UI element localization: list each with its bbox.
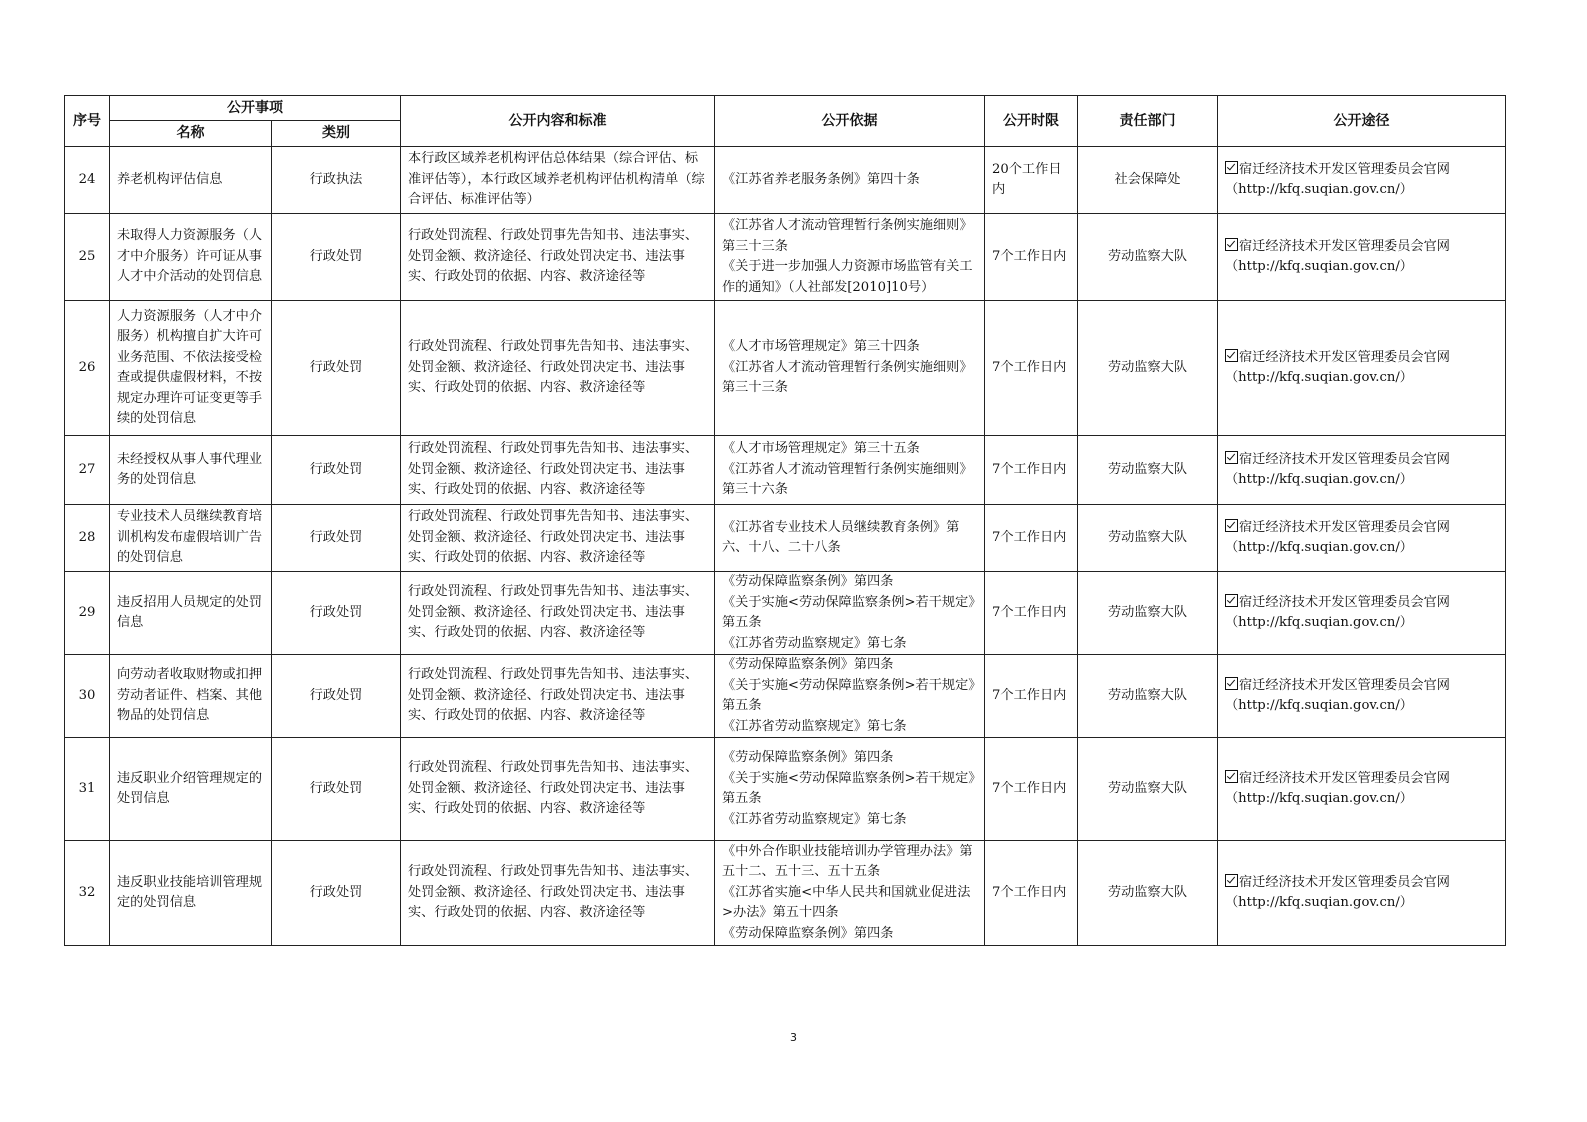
row-seq: 28 — [65, 505, 110, 572]
header-content: 公开内容和标准 — [401, 96, 715, 147]
row-seq: 32 — [65, 841, 110, 946]
channel-url[interactable]: （http://kfq.suqian.gov.cn/） — [1225, 615, 1413, 630]
basis-line: 《江苏省实施<中华人民共和国就业促进法>办法》第五十四条 — [722, 884, 971, 921]
channel-name: 宿迁经济技术开发区管理委员会官网 — [1239, 238, 1450, 254]
checkbox-checked-icon — [1225, 349, 1238, 362]
row-content: 行政处罚流程、行政处罚事先告知书、违法事实、处罚金额、救济途径、行政处罚决定书、违法事实、行政处罚的依据、内容、救济途径等 — [401, 841, 715, 946]
row-time-limit: 7个工作日内 — [985, 572, 1078, 655]
basis-line: 《中外合作职业技能培训办学管理办法》第五十二、五十三、五十五条 — [722, 843, 973, 880]
basis-line: 《人才市场管理规定》第三十四条 — [722, 339, 920, 355]
channel-url[interactable]: （http://kfq.suqian.gov.cn/） — [1225, 259, 1413, 274]
row-name: 违反职业介绍管理规定的处罚信息 — [110, 738, 272, 841]
basis-line: 《江苏省人才流动管理暂行条例实施细则》第三十三条 — [722, 359, 973, 396]
table-row — [65, 301, 1506, 436]
row-department: 劳动监察大队 — [1078, 301, 1218, 436]
row-name: 未经授权从事人事代理业务的处罚信息 — [110, 436, 272, 505]
channel-url[interactable]: （http://kfq.suqian.gov.cn/） — [1225, 472, 1413, 487]
row-content: 行政处罚流程、行政处罚事先告知书、违法事实、处罚金额、救济途径、行政处罚决定书、违法事实、行政处罚的依据、内容、救济途径等 — [401, 572, 715, 655]
row-channel — [1218, 147, 1506, 214]
row-name: 向劳动者收取财物或扣押劳动者证件、档案、其他物品的处罚信息 — [110, 655, 272, 738]
basis-line: 《劳动保障监察条例》第四条 — [722, 657, 894, 672]
basis-line: 《江苏省专业技术人员继续教育条例》第六、十八、二十八条 — [722, 519, 960, 555]
header-basis: 公开依据 — [715, 96, 985, 147]
row-basis — [715, 655, 985, 738]
channel-line — [1225, 450, 1498, 471]
basis-line: 《关于进一步加强人力资源市场监管有关工作的通知》（人社部发[2010]10号） — [722, 259, 973, 295]
row-content: 行政处罚流程、行政处罚事先告知书、违法事实、处罚金额、救济途径、行政处罚决定书、违法事实、行政处罚的依据、内容、救济途径等 — [401, 505, 715, 572]
basis-line: 《关于实施<劳动保障监察条例>若干规定》第五条 — [722, 594, 975, 630]
row-category: 行政处罚 — [272, 505, 401, 572]
row-category: 行政处罚 — [272, 738, 401, 841]
channel-line — [1225, 873, 1498, 894]
table-row — [65, 436, 1506, 505]
page-number: 3 — [790, 1031, 797, 1044]
row-basis — [715, 214, 985, 301]
row-time-limit: 7个工作日内 — [985, 436, 1078, 505]
row-time-limit: 20个工作日内 — [985, 147, 1078, 214]
row-basis — [715, 301, 985, 436]
channel-url[interactable]: （http://kfq.suqian.gov.cn/） — [1225, 895, 1413, 910]
row-channel — [1218, 572, 1506, 655]
row-basis — [715, 572, 985, 655]
row-seq: 29 — [65, 572, 110, 655]
row-category: 行政处罚 — [272, 214, 401, 301]
channel-line — [1225, 593, 1498, 614]
row-department: 劳动监察大队 — [1078, 841, 1218, 946]
table-row — [65, 572, 1506, 655]
row-time-limit: 7个工作日内 — [985, 841, 1078, 946]
header-name: 名称 — [110, 121, 272, 147]
row-category: 行政处罚 — [272, 572, 401, 655]
channel-url[interactable]: （http://kfq.suqian.gov.cn/） — [1225, 540, 1413, 555]
row-basis — [715, 505, 985, 572]
row-time-limit: 7个工作日内 — [985, 655, 1078, 738]
channel-name: 宿迁经济技术开发区管理委员会官网 — [1239, 451, 1450, 467]
basis-line: 《江苏省劳动监察规定》第七条 — [722, 635, 907, 651]
row-department: 劳动监察大队 — [1078, 655, 1218, 738]
row-name: 人力资源服务（人才中介服务）机构擅自扩大许可业务范围、不依法接受检查或提供虚假材料，不按规定办理许可证变更等手续的处罚信息 — [110, 301, 272, 436]
table-header — [65, 96, 1506, 147]
row-category: 行政执法 — [272, 147, 401, 214]
row-channel — [1218, 505, 1506, 572]
row-seq: 31 — [65, 738, 110, 841]
checkbox-checked-icon — [1225, 451, 1238, 464]
row-content: 本行政区域养老机构评估总体结果（综合评估、标准评估等），本行政区域养老机构评估机构清单（综合评估、标准评估等） — [401, 147, 715, 214]
row-time-limit: 7个工作日内 — [985, 738, 1078, 841]
row-category: 行政处罚 — [272, 301, 401, 436]
basis-line: 《江苏省养老服务条例》第四十条 — [722, 171, 920, 187]
channel-line — [1225, 518, 1498, 539]
channel-name: 宿迁经济技术开发区管理委员会官网 — [1239, 770, 1450, 786]
checkbox-checked-icon — [1225, 770, 1238, 783]
row-name: 违反职业技能培训管理规定的处罚信息 — [110, 841, 272, 946]
row-seq: 24 — [65, 147, 110, 214]
checkbox-checked-icon — [1225, 161, 1238, 174]
row-category: 行政处罚 — [272, 841, 401, 946]
channel-name: 宿迁经济技术开发区管理委员会官网 — [1239, 161, 1450, 177]
row-name: 未取得人力资源服务（人才中介服务）许可证从事人才中介活动的处罚信息 — [110, 214, 272, 301]
channel-name: 宿迁经济技术开发区管理委员会官网 — [1239, 677, 1450, 693]
row-seq: 25 — [65, 214, 110, 301]
row-channel — [1218, 841, 1506, 946]
basis-line: 《江苏省人才流动管理暂行条例实施细则》第三十六条 — [722, 461, 973, 498]
row-content: 行政处罚流程、行政处罚事先告知书、违法事实、处罚金额、救济途径、行政处罚决定书、违法事实、行政处罚的依据、内容、救济途径等 — [401, 436, 715, 505]
table-row — [65, 841, 1506, 946]
channel-line — [1225, 676, 1498, 697]
row-content: 行政处罚流程、行政处罚事先告知书、违法事实、处罚金额、救济途径、行政处罚决定书、违法事实、行政处罚的依据、内容、救济途径等 — [401, 214, 715, 301]
channel-url[interactable]: （http://kfq.suqian.gov.cn/） — [1225, 370, 1413, 385]
row-channel — [1218, 301, 1506, 436]
basis-line: 《劳动保障监察条例》第四条 — [722, 750, 894, 765]
channel-line — [1225, 769, 1498, 790]
basis-line: 《关于实施<劳动保障监察条例>若干规定》第五条 — [722, 677, 975, 713]
checkbox-checked-icon — [1225, 594, 1238, 607]
checkbox-checked-icon — [1225, 519, 1238, 532]
row-time-limit: 7个工作日内 — [985, 301, 1078, 436]
table-row — [65, 505, 1506, 572]
row-channel — [1218, 436, 1506, 505]
header-seq: 序号 — [65, 96, 110, 147]
basis-line: 《江苏省劳动监察规定》第七条 — [722, 811, 907, 827]
header-time-limit: 公开时限 — [985, 96, 1078, 147]
row-basis — [715, 841, 985, 946]
basis-line: 《劳动保障监察条例》第四条 — [722, 574, 894, 589]
checkbox-checked-icon — [1225, 874, 1238, 887]
row-seq: 27 — [65, 436, 110, 505]
row-content: 行政处罚流程、行政处罚事先告知书、违法事实、处罚金额、救济途径、行政处罚决定书、违法事实、行政处罚的依据、内容、救济途径等 — [401, 738, 715, 841]
row-department: 劳动监察大队 — [1078, 436, 1218, 505]
channel-name: 宿迁经济技术开发区管理委员会官网 — [1239, 594, 1450, 610]
channel-url[interactable]: （http://kfq.suqian.gov.cn/） — [1225, 698, 1413, 713]
header-department: 责任部门 — [1078, 96, 1218, 147]
disclosure-table — [64, 95, 1506, 946]
checkbox-checked-icon — [1225, 238, 1238, 251]
header-channel: 公开途径 — [1218, 96, 1506, 147]
basis-line: 《关于实施<劳动保障监察条例>若干规定》第五条 — [722, 770, 975, 806]
row-content: 行政处罚流程、行政处罚事先告知书、违法事实、处罚金额、救济途径、行政处罚决定书、违法事实、行政处罚的依据、内容、救济途径等 — [401, 301, 715, 436]
basis-line: 《人才市场管理规定》第三十五条 — [722, 441, 920, 457]
row-name: 专业技术人员继续教育培训机构发布虚假培训广告的处罚信息 — [110, 505, 272, 572]
header-item-group: 公开事项 — [110, 96, 401, 121]
row-time-limit: 7个工作日内 — [985, 214, 1078, 301]
table-row — [65, 738, 1506, 841]
channel-name: 宿迁经济技术开发区管理委员会官网 — [1239, 349, 1450, 365]
channel-url[interactable]: （http://kfq.suqian.gov.cn/） — [1225, 791, 1413, 806]
row-time-limit: 7个工作日内 — [985, 505, 1078, 572]
table-body — [65, 147, 1506, 946]
row-name: 养老机构评估信息 — [110, 147, 272, 214]
row-category: 行政处罚 — [272, 655, 401, 738]
row-basis — [715, 436, 985, 505]
channel-name: 宿迁经济技术开发区管理委员会官网 — [1239, 519, 1450, 535]
row-seq: 26 — [65, 301, 110, 436]
row-department: 劳动监察大队 — [1078, 214, 1218, 301]
row-channel — [1218, 738, 1506, 841]
table-row — [65, 214, 1506, 301]
row-basis — [715, 738, 985, 841]
basis-line: 《劳动保障监察条例》第四条 — [722, 925, 894, 941]
row-category: 行政处罚 — [272, 436, 401, 505]
row-department: 社会保障处 — [1078, 147, 1218, 214]
row-channel — [1218, 214, 1506, 301]
row-department: 劳动监察大队 — [1078, 738, 1218, 841]
channel-name: 宿迁经济技术开发区管理委员会官网 — [1239, 874, 1450, 890]
basis-line: 《江苏省劳动监察规定》第七条 — [722, 718, 907, 734]
channel-line — [1225, 237, 1498, 258]
checkbox-checked-icon — [1225, 677, 1238, 690]
channel-line — [1225, 348, 1498, 369]
table-row — [65, 147, 1506, 214]
row-seq: 30 — [65, 655, 110, 738]
row-channel — [1218, 655, 1506, 738]
header-category: 类别 — [272, 121, 401, 147]
table-row — [65, 655, 1506, 738]
channel-url[interactable]: （http://kfq.suqian.gov.cn/） — [1225, 182, 1413, 197]
row-department: 劳动监察大队 — [1078, 505, 1218, 572]
row-content: 行政处罚流程、行政处罚事先告知书、违法事实、处罚金额、救济途径、行政处罚决定书、违法事实、行政处罚的依据、内容、救济途径等 — [401, 655, 715, 738]
row-department: 劳动监察大队 — [1078, 572, 1218, 655]
row-basis — [715, 147, 985, 214]
channel-line — [1225, 160, 1498, 181]
row-name: 违反招用人员规定的处罚信息 — [110, 572, 272, 655]
basis-line: 《江苏省人才流动管理暂行条例实施细则》第三十三条 — [722, 218, 973, 254]
